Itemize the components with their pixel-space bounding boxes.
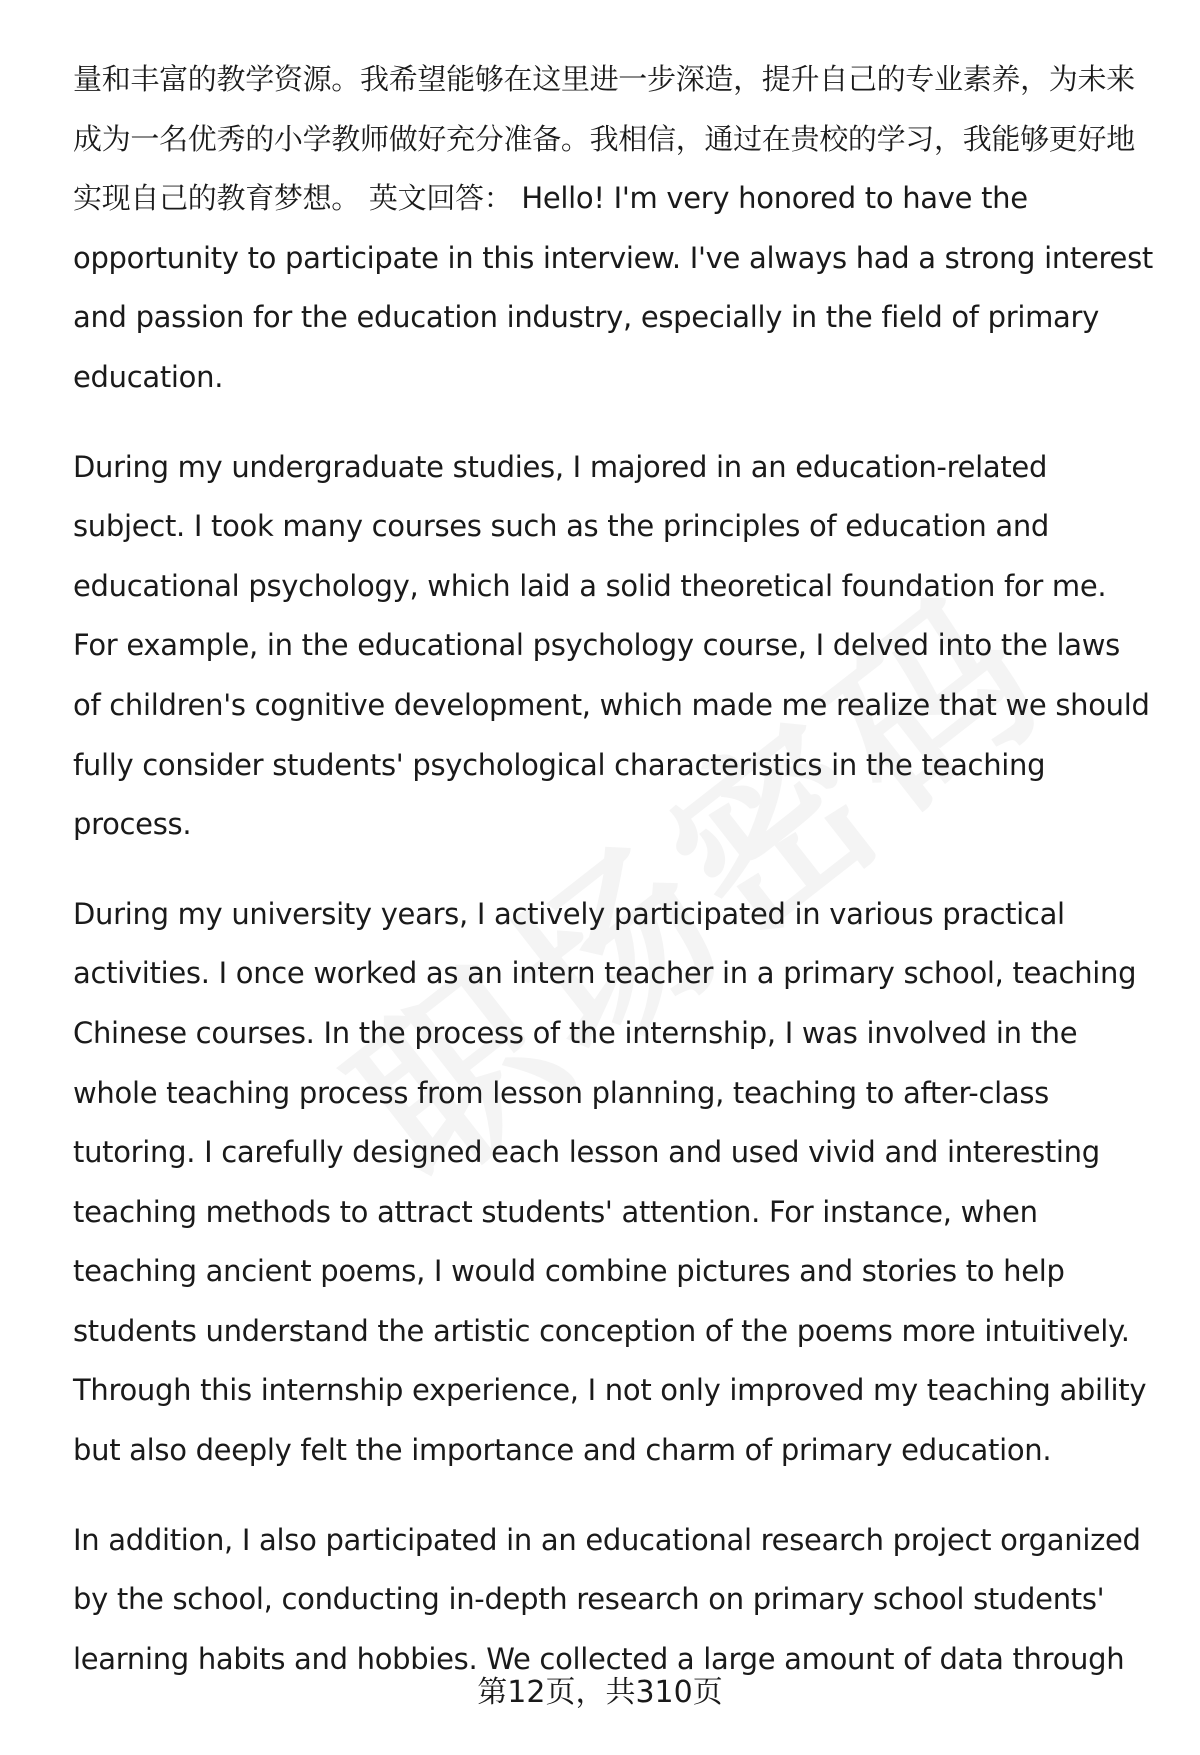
page-number-footer: 第12页，共310页 — [477, 1675, 723, 1710]
document-body — [73, 50, 1155, 1719]
paragraph-1: 量和丰富的教学资源。我希望能够在这里进一步深造，提升自己的专业素养，为未来成为一名优秀的小学教师做好充分准备。我相信，通过在贵校的学习，我能够更好地实现自己的教育梦想。 英文回答： Hello! I'm very honored to have the opportunity to participate in this interview. I've always had a strong interest and passion for the education industry, especially in the field of primary education. — [73, 62, 1153, 394]
paragraph-2: During my undergraduate studies, I majored in an education-related subject. I took many courses such as the principles of education and educational psychology, which laid a solid theoretical foundation for me. For example, in the educational psychology course, I delved into the laws of children's cognitive development, which made me realize that we should fully consider students' psychological characteristics in the teaching process. — [73, 449, 1150, 842]
paragraph-4: In addition, I also participated in an educational research project organized by the school, conducting in-depth research on primary school students' learning habits and hobbies. We collected a large amount of data through — [73, 1522, 1141, 1676]
paragraph-3: During my university years, I actively participated in various practical activities. I once worked as an intern teacher in a primary school, teaching Chinese courses. In the process of the internship, I was involved in the whole teaching process from lesson planning, teaching to after-class tutoring. I carefully designed each lesson and used vivid and interesting teaching methods to attract students' attention. For instance, when teaching ancient poems, I would combine pictures and stories to help students understand the artistic conception of the poems more intuitively. Through this internship experience, I not only improved my teaching ability but also deeply felt the importance and charm of primary education. — [73, 896, 1147, 1468]
